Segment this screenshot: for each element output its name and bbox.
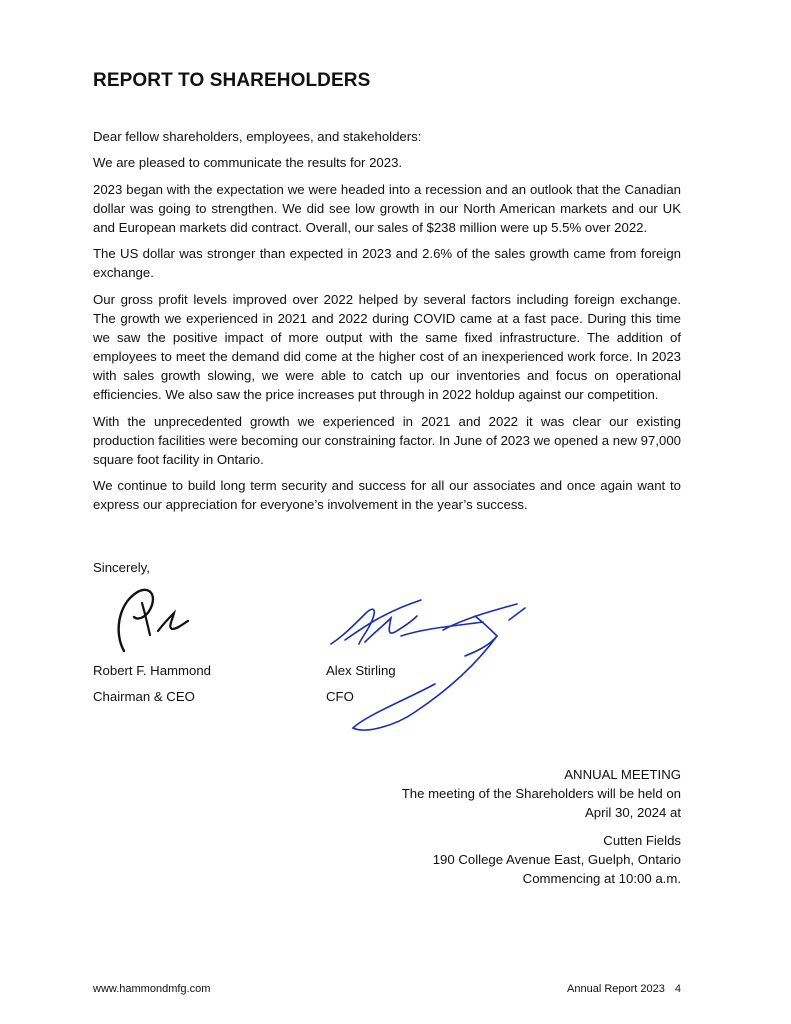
meeting-time: Commencing at 10:00 a.m. [522, 871, 681, 886]
paragraph: We are pleased to communicate the results for 2023. [93, 155, 403, 171]
signature-hammond [112, 583, 202, 655]
letter-body [93, 127, 681, 522]
paragraph: We continue to build long term security and success for all our associates and once again want to express our appreciation for everyone’s involvement in the year’s success. [93, 478, 681, 513]
meeting-address: 190 College Avenue East, Guelph, Ontario [432, 852, 681, 867]
footer-report-label [567, 983, 681, 995]
footer-report: Annual Report 2023 [567, 983, 665, 995]
paragraph: The US dollar was stronger than expected in 2023 and 2.6% of the sales growth came from foreign exchange. [93, 246, 681, 281]
page-number: 4 [674, 983, 681, 995]
paragraph: With the unprecedented growth we experienced in 2021 and 2022 it was clear our existing production facilities were becoming our constraining factor. In June of 2023 we opened a new 97,000 square foot facility in Ontario. [93, 413, 681, 467]
signatory-title: CFO [326, 689, 354, 704]
signatory-name: Robert F. Hammond [93, 663, 211, 678]
closing: Sincerely, [93, 560, 150, 575]
footer-website: www.hammondmfg.com [93, 983, 211, 995]
meeting-venue: Cutten Fields [603, 833, 681, 848]
paragraph: 2023 began with the expectation we were headed into a recession and an outlook that the Canadian dollar was going to strengthen. We did see low growth in our North American markets and our UK and European markets did contract. Overall, our sales of $238 million were up 5.5% over 2022. [93, 181, 681, 235]
signatory-title: Chairman & CEO [93, 689, 195, 704]
signatory-name: Alex Stirling [326, 663, 396, 678]
meeting-heading: ANNUAL MEETING [564, 767, 681, 782]
annual-meeting-notice [402, 765, 681, 888]
salutation: Dear fellow shareholders, employees, and stakeholders: [93, 129, 422, 144]
meeting-date: April 30, 2024 at [584, 805, 681, 820]
page-title: REPORT TO SHAREHOLDERS [93, 70, 371, 91]
meeting-line: The meeting of the Shareholders will be held on [401, 786, 681, 801]
paragraph: Our gross profit levels improved over 2022 helped by several factors including foreign exchange. The growth we experienced in 2021 and 2022 during COVID came at a fast pace. During this time we saw the positive impact of more output with the same fixed infrastructure. The addition of employees to meet the demand did come at the higher cost of an inexperienced work force. In 2023 with sales growth slowing, we were able to catch up our inventories and focus on operational efficiencies. We also saw the price increases put through in 2022 holdup against our competition. [93, 291, 681, 403]
